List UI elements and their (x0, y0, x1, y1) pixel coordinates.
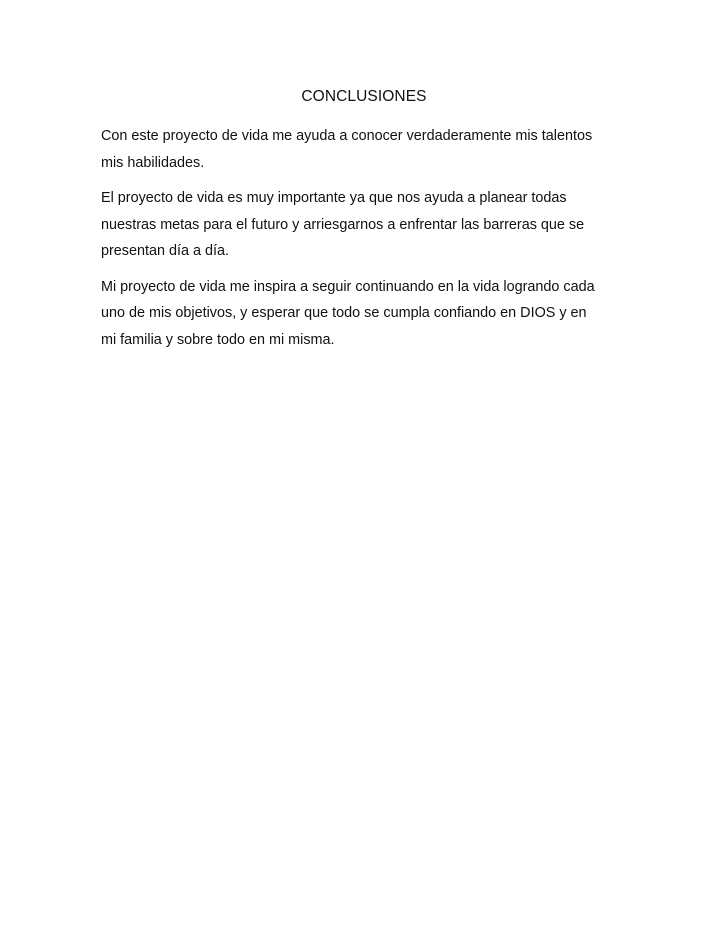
paragraph-3-line-1: Mi proyecto de vida me inspira a seguir continuando en la vida logrando cada (101, 278, 595, 295)
document-title-text: CONCLUSIONES (301, 88, 427, 105)
paragraph-2-line-1: El proyecto de vida es muy importante ya que nos ayuda a planear todas (101, 190, 567, 206)
paragraph-2 (101, 185, 641, 265)
document-title (0, 86, 728, 108)
paragraph-2-line-2: nuestras metas para el futuro y arriesgarnos a enfrentar las barreras que se (101, 216, 585, 233)
paragraph-3-line-2: uno de mis objetivos, y esperar que todo se cumpla confiando en DIOS y en (101, 305, 587, 321)
paragraph-2-line-3: presentan día a día. (101, 243, 230, 259)
paragraph-1-line-1: Con este proyecto de vida me ayuda a conocer verdaderamente mis talentos (101, 128, 593, 144)
paragraph-3-line-3: mi familia y sobre todo en mi misma. (101, 331, 335, 348)
document-body (101, 123, 641, 362)
paragraph-3 (101, 274, 641, 354)
paragraph-1-line-2: mis habilidades. (101, 154, 205, 171)
paragraph-1 (101, 123, 641, 176)
